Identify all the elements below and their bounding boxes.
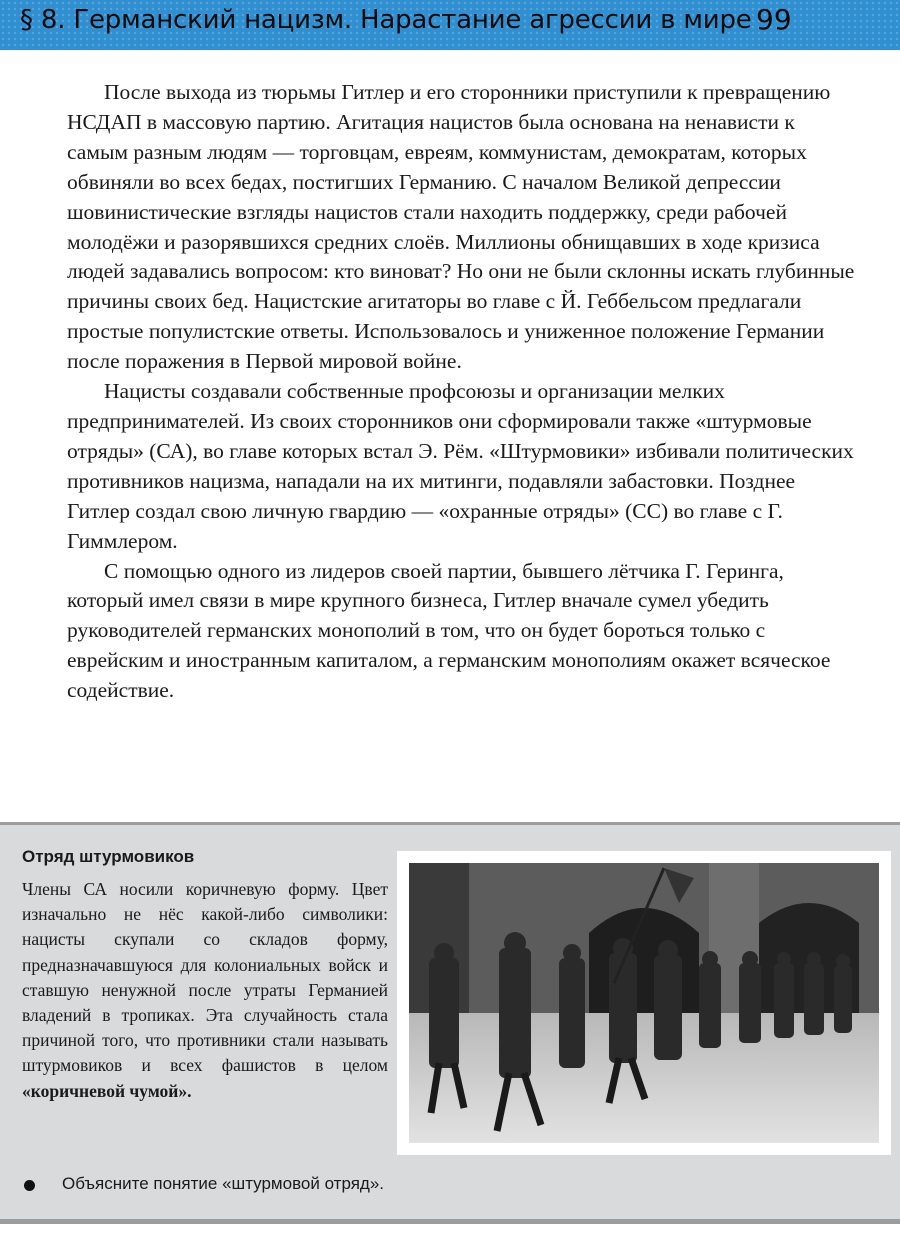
bullet-icon	[24, 1180, 35, 1191]
question-text: Объясните понятие «штурмовой отряд».	[62, 1174, 385, 1193]
sidebar-text-body: Члены СА носили коричневую форму. Цвет изначально не нёс какой-либо символики: нацисты скупали со складов форму, предназначавшуюся для колониальных войск и ставшую ненужной после утраты Германией владений в тропиках. Эта случайность стала причиной того, что противники стали называть штурмовиков и всех фашистов в целом	[22, 879, 388, 1076]
sidebar-box	[0, 822, 900, 1224]
sidebar-title: Отряд штурмовиков	[22, 847, 195, 866]
photo-frame	[397, 851, 891, 1155]
paragraph: После выхода из тюрьмы Гитлер и его сторонники приступили к превращению НСДАП в массовую партию. Агитация нацистов была основана на ненависти к самым разным людям — торговцам, евреям, коммунистам, демократам, которых обвиняли во всех бедах, постигших Германию. С началом Великой депрессии шовинистические взгляды нацистов стали находить поддержку, среди рабочей молодёжи и разорявшихся средних слоёв. Миллионы обнищавших в ходе кризиса людей задавались вопросом: кто виноват? Но они не были склонны искать глубинные причины своих бед. Нацистские агитаторы во главе с Й. Геббельсом предлагали простые популистские ответы. Использовалось и униженное положение Германии после поражения в Первой мировой войне.	[67, 80, 855, 374]
page-header	[0, 0, 900, 50]
sidebar-text	[22, 877, 388, 1104]
section-title: § 8. Германский нацизм. Нарастание агрессии в мире	[20, 5, 752, 35]
paragraph: С помощью одного из лидеров своей партии, бывшего лётчика Г. Геринга, который имел связи в мире крупного бизнеса, Гитлер вначале сумел убедить руководителей германских монополий в том, что он будет бороться только с еврейским и иностранным капиталом, а германским монополиям окажет всяческое содействие.	[67, 558, 831, 703]
paragraph: Нацисты создавали собственные профсоюзы и организации мелких предпринимателей. Из своих сторонников они сформировали также «штурмовые отряды» (СА), во главе которых встал Э. Рём. «Штурмовики» избивали политических противников нацизма, нападали на их митинги, подавляли забастовки. Позднее Гитлер создал свою личную гвардию — «охранные отряды» (СС) во главе с Г. Гиммлером.	[67, 379, 854, 553]
sidebar-text-bold: «коричневой чумой».	[22, 1080, 192, 1101]
historical-photo	[409, 863, 879, 1143]
main-text	[67, 78, 857, 706]
page-number: 99	[756, 3, 792, 36]
